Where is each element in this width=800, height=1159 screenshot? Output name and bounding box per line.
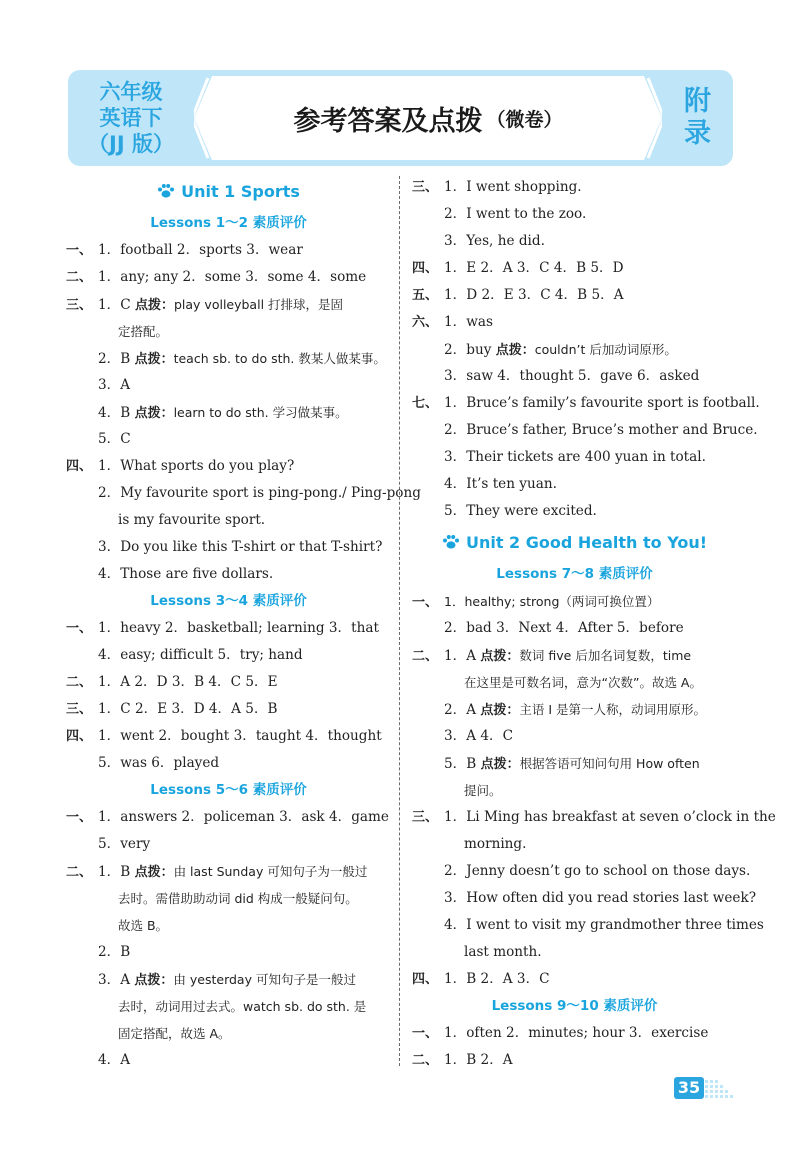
- section-label: 七、: [412, 396, 439, 411]
- appendix-char-1: 附: [684, 86, 711, 117]
- answer-line: [412, 336, 737, 363]
- answer-text: 2．B: [98, 944, 131, 960]
- answer-line: [66, 264, 391, 291]
- answer-line: [66, 831, 391, 858]
- answer-line: [412, 696, 737, 723]
- answer-line: [66, 993, 391, 1020]
- answer-line: [412, 363, 737, 390]
- grade-label: [68, 70, 194, 166]
- answer-text: 1．What sports do you play?: [98, 458, 295, 474]
- tip-text: 数词 five 后加名词复数，time: [519, 648, 692, 663]
- answer-text: 1．A: [444, 648, 481, 664]
- lesson-heading: Lessons 1～2 素质评价: [150, 215, 307, 231]
- answer-line: [412, 831, 737, 858]
- tip-text: play volleyball 打排球，是固: [173, 297, 344, 312]
- right-column: [412, 174, 776, 1074]
- answer-text: 4．easy; difficult 5．try; hand: [98, 647, 303, 663]
- column-divider: [399, 176, 400, 1066]
- tip-label: 点拨：: [134, 406, 174, 421]
- section-label: 一、: [66, 810, 93, 825]
- answer-text: 1．E 2．A 3．C 4．B 5．D: [444, 260, 624, 276]
- answer-line: [412, 939, 737, 966]
- tip-label: 点拨：: [495, 343, 535, 358]
- answer-line: [412, 498, 737, 525]
- answer-text: 1．was: [444, 314, 493, 330]
- answer-line: [66, 453, 391, 480]
- answer-line: [412, 750, 737, 777]
- answer-text: 4．A: [98, 1052, 131, 1068]
- section-label: 一、: [66, 621, 93, 636]
- tip-text: 由 yesterday 可知句子是一般过: [173, 972, 356, 987]
- answer-line: [66, 642, 391, 669]
- section-label: 五、: [412, 288, 439, 303]
- answer-text: 2．Jenny doesn’t go to school on those days.: [444, 863, 751, 879]
- answer-line: [66, 912, 391, 939]
- answer-text: 去时。需借助助动词 did 构成一般疑问句。: [118, 891, 358, 906]
- tip-text: teach sb. to do sth. 教某人做某事。: [173, 351, 386, 366]
- section-label: 二、: [412, 1053, 439, 1068]
- answer-block: [412, 588, 776, 993]
- answer-line: [412, 1047, 737, 1074]
- answer-line: [66, 966, 391, 993]
- answer-text: 1．answers 2．policeman 3．ask 4．game: [98, 809, 389, 825]
- tip-text: 由 last Sunday 可知句子为一般过: [173, 864, 368, 879]
- tip-label: 点拨：: [134, 298, 174, 313]
- answer-line: [66, 1020, 391, 1047]
- answer-line: [66, 534, 391, 561]
- answer-text: 1．any; any 2．some 3．some 4．some: [98, 269, 367, 285]
- lesson-heading: Lessons 7～8 素质评价: [496, 566, 653, 582]
- answer-text: 1．C 2．E 3．D 4．A 5．B: [98, 701, 278, 717]
- answer-line: [412, 777, 737, 804]
- answer-text: 1．B 2．A 3．C: [444, 971, 550, 987]
- answer-line: [412, 228, 737, 255]
- tip-label: 点拨：: [134, 352, 174, 367]
- answer-line: [66, 723, 391, 750]
- answer-line: [66, 885, 391, 912]
- answer-text: 5．was 6．played: [98, 755, 220, 771]
- paw-icon: [442, 534, 460, 550]
- answer-line: [66, 750, 391, 777]
- section-label: 二、: [66, 865, 93, 880]
- appendix-char-2: 录: [684, 118, 711, 149]
- page-decoration: [704, 1079, 736, 1099]
- answer-line: [66, 237, 391, 264]
- answer-text: 3．A: [98, 377, 131, 393]
- answer-line: [66, 1047, 391, 1074]
- answer-line: [66, 318, 391, 345]
- answer-text: 3．Do you like this T-shirt or that T-shirt?: [98, 539, 383, 555]
- section-label: 二、: [66, 270, 93, 285]
- section-label: 一、: [66, 243, 93, 258]
- answer-text: 1．often 2．minutes; hour 3．exercise: [444, 1025, 709, 1041]
- section-label: 一、: [412, 595, 439, 610]
- answer-text: 3．How often did you read stories last week?: [444, 890, 756, 906]
- answer-line: [412, 588, 737, 615]
- page-title: [194, 70, 662, 166]
- left-column: [66, 174, 421, 1074]
- answer-line: [66, 372, 391, 399]
- answer-text: 5．B: [444, 756, 481, 772]
- answer-line: [66, 480, 421, 507]
- lesson-heading: Lessons 3～4 素质评价: [150, 593, 307, 609]
- answer-text: 4．It’s ten yuan.: [444, 476, 557, 492]
- grade: 六年级: [99, 80, 163, 104]
- answer-text: 4．Those are five dollars.: [98, 566, 274, 582]
- tip-label: 点拨：: [134, 973, 174, 988]
- lesson-heading: Lessons 5～6 素质评价: [150, 782, 307, 798]
- section-label: 四、: [412, 972, 439, 987]
- tip-label: 点拨：: [480, 757, 520, 772]
- answer-text: 5．very: [98, 836, 151, 852]
- answer-line: [412, 669, 737, 696]
- answer-line: [66, 696, 391, 723]
- answer-text: is my favourite sport.: [118, 512, 266, 528]
- answer-block: [66, 804, 391, 1074]
- answer-line: [412, 723, 737, 750]
- appendix-label: [662, 70, 733, 166]
- answer-line: [66, 345, 391, 372]
- tip-text: learn to do sth. 学习做某事。: [173, 405, 348, 420]
- section-label: 三、: [412, 180, 439, 195]
- answer-block: [66, 615, 391, 777]
- answer-text: 1．football 2．sports 3．wear: [98, 242, 303, 258]
- answer-line: [412, 1020, 737, 1047]
- answer-text: 固定搭配，故选 A。: [118, 1026, 231, 1041]
- answer-text: 4．B: [98, 405, 135, 421]
- subject: 英语下: [99, 106, 163, 130]
- answer-line: [66, 804, 391, 831]
- answer-text: 1．went 2．bought 3．taught 4．thought: [98, 728, 382, 744]
- unit-heading: [412, 525, 737, 561]
- unit-title: Unit 1 Sports: [181, 182, 300, 201]
- answer-text: 2．My favourite sport is ping-pong./ Ping-pong: [98, 485, 421, 501]
- answer-text: 2．B: [98, 351, 135, 367]
- answer-text: 3．A: [98, 972, 135, 988]
- answer-text: 1．Li Ming has breakfast at seven o’clock in the: [444, 809, 776, 825]
- answer-line: [412, 255, 737, 282]
- answer-block: [412, 174, 760, 525]
- answer-line: [66, 426, 391, 453]
- section-label: 四、: [66, 459, 93, 474]
- answer-line: [412, 309, 737, 336]
- section-label: 二、: [66, 675, 93, 690]
- answer-line: [66, 399, 391, 426]
- answer-text: 去时，动词用过去式。watch sb. do sth. 是: [118, 999, 367, 1014]
- answer-line: [66, 858, 391, 885]
- paw-icon: [157, 183, 175, 199]
- edition: （JJ 版）: [88, 132, 174, 156]
- answer-text: 5．They were excited.: [444, 503, 597, 519]
- answer-line: [66, 939, 391, 966]
- answer-block: [412, 1020, 737, 1074]
- answer-line: [412, 282, 737, 309]
- section-label: 四、: [66, 729, 93, 744]
- header-banner: [68, 70, 733, 166]
- answer-text: 1．I went shopping.: [444, 179, 582, 195]
- section-label: 三、: [66, 298, 93, 313]
- answer-line: [412, 858, 751, 885]
- answer-text: 3．saw 4．thought 5．gave 6．asked: [444, 368, 700, 384]
- answer-text: last month.: [464, 944, 542, 960]
- page-number: 35: [674, 1077, 704, 1099]
- answer-text: 3．A 4．C: [444, 728, 514, 744]
- answer-text: 3．Their tickets are 400 yuan in total.: [444, 449, 706, 465]
- answer-text: 2．A: [444, 702, 481, 718]
- answer-line: [66, 291, 391, 318]
- tip-text: 主语 I 是第一人称，动词用原形。: [519, 702, 707, 717]
- answer-text: 提问。: [464, 783, 502, 798]
- unit-heading: [66, 174, 391, 210]
- title-area: [194, 70, 662, 166]
- answer-text: 2．I went to the zoo.: [444, 206, 587, 222]
- answer-block: [66, 237, 421, 588]
- tip-text: 根据答语可知问句用 How often: [519, 756, 700, 771]
- answer-line: [66, 507, 391, 534]
- answer-line: [66, 669, 391, 696]
- answer-text: 1．B: [98, 864, 135, 880]
- answer-text: 5．C: [98, 431, 131, 447]
- unit-title: Unit 2 Good Health to You!: [465, 533, 708, 552]
- answer-line: [66, 561, 391, 588]
- answer-text: 4．I went to visit my grandmother three times: [444, 917, 764, 933]
- answer-line: [412, 201, 737, 228]
- lesson-heading: Lessons 9～10 素质评价: [491, 998, 658, 1014]
- answer-line: [412, 174, 737, 201]
- answer-text: 1．B 2．A: [444, 1052, 513, 1068]
- answer-line: [412, 390, 760, 417]
- answer-text: 1．A 2．D 3．B 4．C 5．E: [98, 674, 278, 690]
- answer-text: 3．Yes, he did.: [444, 233, 545, 249]
- answer-line: [66, 615, 391, 642]
- answer-line: [412, 615, 737, 642]
- answer-text: 1．heavy 2．basketball; learning 3．that: [98, 620, 379, 636]
- answer-line: [412, 804, 776, 831]
- answer-line: [412, 642, 737, 669]
- answer-text: 1．Bruce’s family’s favourite sport is football.: [444, 395, 760, 411]
- tip-label: 点拨：: [480, 649, 520, 664]
- answer-text: 1．D 2．E 3．C 4．B 5．A: [444, 287, 624, 303]
- tip-label: 点拨：: [480, 703, 520, 718]
- answer-text: 1．healthy; strong（两词可换位置）: [444, 594, 660, 609]
- section-label: 二、: [412, 649, 439, 664]
- answer-text: 定搭配。: [118, 324, 169, 339]
- section-label: 六、: [412, 315, 439, 330]
- section-label: 四、: [412, 261, 439, 276]
- title-sub: （微卷）: [486, 108, 563, 131]
- answer-line: [412, 966, 737, 993]
- answer-text: morning.: [464, 836, 527, 852]
- answer-text: 在这里是可数名词，意为“次数”。故选 A。: [464, 675, 702, 690]
- title-main: 参考答案及点拨: [293, 105, 483, 137]
- tip-label: 点拨：: [134, 865, 174, 880]
- answer-line: [412, 444, 737, 471]
- section-label: 三、: [66, 702, 93, 717]
- section-label: 三、: [412, 810, 439, 825]
- answer-text: 2．buy: [444, 342, 496, 358]
- answer-text: 故选 B。: [118, 918, 169, 933]
- answer-line: [412, 417, 758, 444]
- answer-text: 1．C: [98, 297, 135, 313]
- tip-text: couldn’t 后加动词原形。: [534, 342, 677, 357]
- answer-line: [412, 912, 764, 939]
- answer-line: [412, 471, 737, 498]
- answer-line: [412, 885, 756, 912]
- answer-text: 2．Bruce’s father, Bruce’s mother and Bruce.: [444, 422, 758, 438]
- section-label: 一、: [412, 1026, 439, 1041]
- answer-text: 2．bad 3．Next 4．After 5．before: [444, 620, 684, 636]
